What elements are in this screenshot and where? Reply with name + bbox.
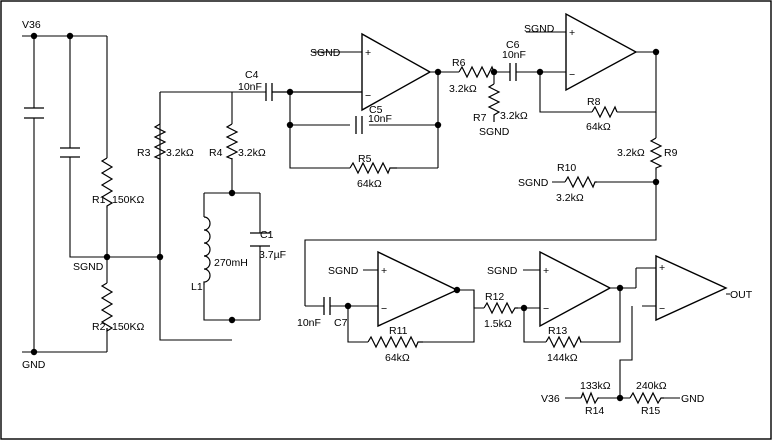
capacitor-c6	[502, 39, 526, 81]
resistor-r3	[137, 124, 194, 257]
capacitor-c1	[250, 229, 286, 261]
u1-minus: −	[365, 90, 372, 102]
c7-value: 10nF	[297, 317, 321, 329]
r2-value: 150KΩ	[112, 321, 145, 333]
u5-minus: −	[659, 303, 666, 315]
opamp-u4	[540, 252, 610, 326]
resistor-r9	[617, 138, 678, 170]
r3-value: 3.2kΩ	[166, 147, 194, 159]
r5-ref: R5	[358, 153, 372, 165]
r13-ref: R13	[548, 325, 568, 337]
resistor-r8	[586, 96, 617, 133]
net-label-sgnd: SGND	[73, 261, 104, 273]
c5-ref: C5	[369, 104, 383, 116]
u4-plus: +	[543, 265, 550, 277]
u2-sgnd-label: SGND	[524, 23, 555, 35]
resistor-r7	[473, 84, 528, 138]
c1-value: 3.7µF	[259, 249, 287, 261]
capacitor-c4	[238, 69, 362, 101]
u3-minus: −	[381, 303, 388, 315]
r1-ref: R1	[92, 194, 106, 206]
r7-value: 3.2kΩ	[500, 110, 528, 122]
c6-value: 10nF	[502, 49, 526, 61]
net-label-gnd-bottom: GND	[681, 393, 705, 405]
resistor-r2	[92, 283, 145, 333]
u1-sgnd-label: SGND	[310, 47, 341, 59]
r10-value: 3.2kΩ	[556, 192, 584, 204]
capacitor-v36-sgnd	[60, 148, 80, 157]
opamp-u1	[362, 34, 430, 110]
u2-plus: +	[569, 27, 576, 39]
r9-ref: R9	[664, 147, 678, 159]
r12-ref: R12	[485, 291, 505, 303]
r5-value: 64kΩ	[357, 178, 382, 190]
capacitor-v36-gnd	[24, 108, 44, 118]
resistor-r1	[92, 158, 145, 208]
r8-ref: R8	[587, 96, 601, 108]
u5-plus: +	[659, 262, 666, 274]
resistor-r6	[449, 57, 494, 95]
r10-ref: R10	[557, 162, 577, 174]
r8-value: 64kΩ	[586, 121, 611, 133]
resistor-r11	[368, 325, 423, 364]
r15-value: 240kΩ	[636, 380, 667, 392]
net-label-v36: V36	[22, 19, 41, 31]
r2-ref: R2	[92, 321, 106, 333]
c1-ref: C1	[260, 229, 274, 241]
stage2-wiring	[457, 32, 656, 112]
l1-ref: L1	[191, 281, 203, 293]
r9-value: 3.2kΩ	[617, 147, 645, 159]
resistor-r12	[484, 291, 518, 330]
net-label-v36-bottom: V36	[541, 393, 560, 405]
resistor-r10	[556, 162, 597, 204]
r12-value: 1.5kΩ	[484, 318, 512, 330]
u2-minus: −	[569, 69, 576, 81]
r11-value: 64kΩ	[385, 352, 410, 364]
r13-value: 144kΩ	[547, 352, 578, 364]
resistor-r13	[546, 325, 581, 364]
r6-value: 3.2kΩ	[449, 83, 477, 95]
opamp-u2	[566, 14, 636, 90]
r7-ref: R7	[473, 112, 487, 124]
opamp-u5	[656, 256, 726, 320]
c7-ref: C7	[334, 317, 348, 329]
r14-value: 133kΩ	[580, 380, 611, 392]
l1-value: 270mH	[214, 257, 248, 269]
c4-ref: C4	[245, 69, 259, 81]
c4-value: 10nF	[238, 81, 262, 93]
r10-sgnd-label: SGND	[518, 177, 549, 189]
r14-ref: R14	[585, 405, 605, 417]
r3-ref: R3	[137, 147, 151, 159]
r4-ref: R4	[209, 147, 223, 159]
r15-ref: R15	[641, 405, 661, 417]
u4-sgnd-label: SGND	[487, 265, 518, 277]
u1-plus: +	[365, 47, 372, 59]
r1-value: 150KΩ	[112, 194, 145, 206]
resistor-r4	[209, 124, 266, 159]
r6-ref: R6	[452, 57, 466, 69]
r3-r4-wiring	[160, 92, 266, 320]
u3-plus: +	[381, 265, 388, 277]
resistor-r5	[350, 153, 397, 190]
r7-sgnd-label: SGND	[479, 126, 510, 138]
u3-sgnd-label: SGND	[328, 265, 359, 277]
r11-ref: R11	[389, 325, 408, 337]
inductor-l1	[191, 217, 248, 293]
c6-ref: C6	[506, 39, 520, 51]
c5-value: 10nF	[368, 113, 392, 125]
r4-value: 3.2kΩ	[238, 147, 266, 159]
resistor-r15	[630, 380, 667, 417]
net-label-out: OUT	[730, 289, 753, 301]
net-label-gnd: GND	[22, 359, 46, 371]
u4-minus: −	[543, 303, 550, 315]
opamp-u3	[378, 252, 457, 326]
